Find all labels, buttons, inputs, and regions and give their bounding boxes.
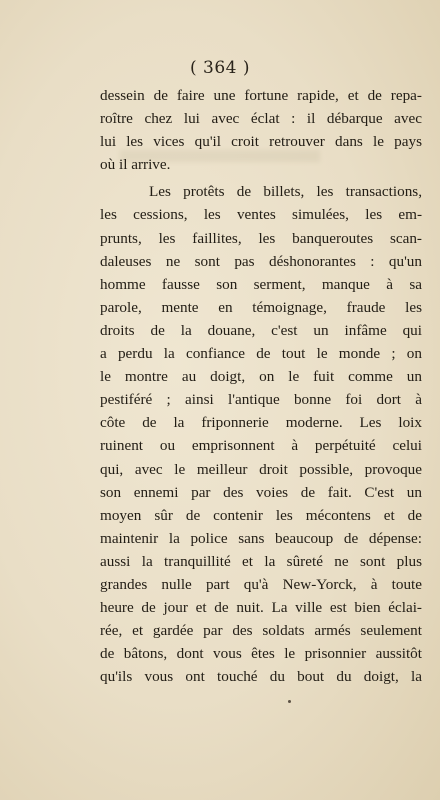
text-line: qu'ils vous ont touché du bout du doigt, la [100,668,422,686]
ink-spot [288,700,291,703]
text-line: Les protêts de billets, les transactions, [100,183,422,201]
text-line: roître chez lui avec éclat : il débarque avec [100,110,422,128]
text-line: heure de jour et de nuit. La ville est bien éclai- [100,599,422,617]
text-line: son ennemi par des voies de fait. C'est un [100,483,422,501]
text-line: de bâtons, dont vous êtes le prisonnier aussitôt [100,645,422,663]
text-line: où il arrive. [100,156,171,174]
text-line: daleuses ne sont pas déshonorantes : qu'un [100,252,422,270]
text-line: grandes nulle part qu'à New-Yorck, à toute [100,575,422,593]
text-line: a perdu la confiance de tout le monde ; on [100,345,422,363]
text-line: homme fausse son serment, manque à sa [100,275,422,293]
text-line: moyen sûr de contenir les mécontens et de [100,506,422,524]
text-line: rée, et gardée par des soldats armés seulement [100,622,422,640]
text-line: ruinent ou emprisonnent à perpétuité celui [100,437,422,455]
text-line: pestiféré ; ainsi l'antique bonne foi dort à [100,391,422,409]
body-text [100,84,422,688]
page-number: ( 364 ) [189,58,251,78]
text-line: le montre au doigt, on le fuit comme un [100,368,422,386]
paragraph-2 [100,180,422,688]
text-line: parole, mente en témoignage, fraude les [100,298,422,316]
text-line: qui, avec le meilleur droit possible, provoque [100,460,422,478]
text-line: côte de la friponnerie moderne. Les loix [100,414,422,432]
text-line: prunts, les faillites, les banqueroutes scan- [100,229,422,247]
text-line: dessein de faire une fortune rapide, et de repa- [100,87,422,104]
text-line: les cessions, les ventes simulées, les em- [100,206,422,224]
text-line: lui les vices qu'il croit retrouver dans le pays [100,133,422,151]
text-line: aussi la tranquillité et la sûreté ne sont plus [100,552,422,570]
paragraph-1 [100,84,422,176]
text-line: droits de la douane, c'est un infâme qui [100,321,422,339]
text-line: maintenir la police sans beaucoup de dépense: [100,529,422,547]
